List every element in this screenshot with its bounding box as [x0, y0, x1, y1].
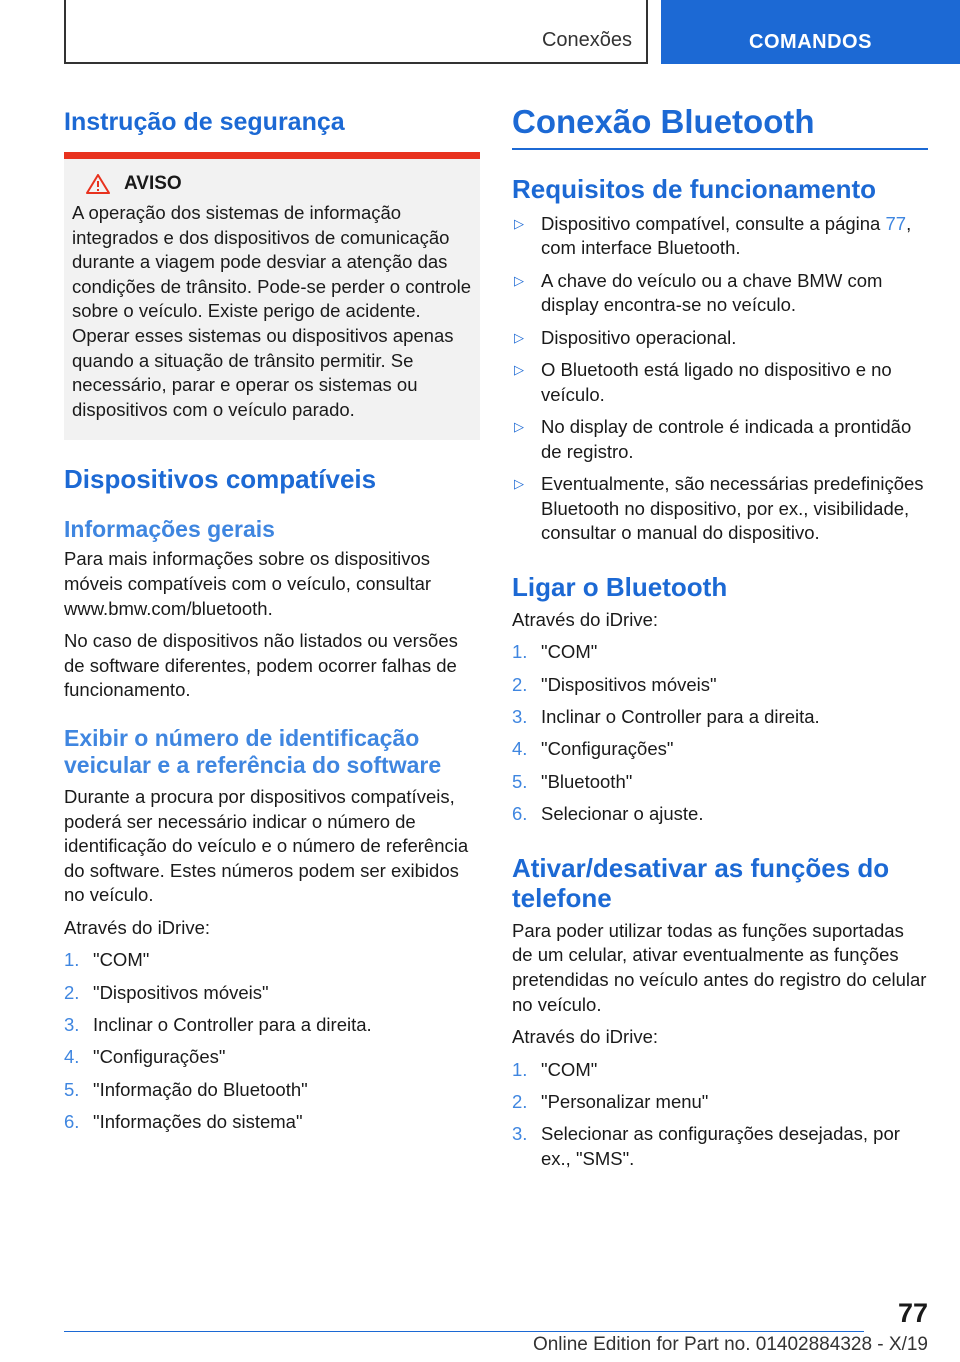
list-item: 2. "Personalizar menu" — [512, 1091, 709, 1112]
list-item: ▷ Dispositivo operacional. — [514, 326, 737, 348]
list-item: 4. "Configurações" — [512, 738, 674, 760]
requirements-heading: Requisitos de funcionamento — [512, 174, 877, 204]
list-item: 2. "Dispositivos móveis" — [64, 981, 269, 1003]
vin-paragraph-1: Durante a procura por dispositivos compatíveis, poderá ser necessário indicar o número de identificação do veículo e o número de referência do software. Estes números podem ser exibidos no veículo. — [64, 785, 469, 906]
warning-header — [72, 173, 472, 195]
bluetooth-on-heading: Ligar o Bluetooth — [512, 571, 728, 602]
list-item: 5. "Bluetooth" — [512, 770, 633, 792]
list-item: 5. "Informação do Bluetooth" — [64, 1078, 308, 1100]
list-item: 1. "COM" — [512, 641, 598, 663]
vin-paragraph-2: Através do iDrive: — [64, 916, 210, 938]
compat-heading: Dispositivos compatíveis — [64, 464, 377, 495]
footer-rule — [64, 1331, 864, 1332]
warning-box — [64, 159, 480, 440]
list-item: 2. "Dispositivos móveis" — [512, 673, 717, 695]
list-item: ▷ No display de controle é indicada a prontidão de registro. — [514, 416, 912, 462]
vin-steps — [64, 948, 480, 1135]
list-item: 6. "Informações do sistema" — [64, 1111, 303, 1133]
list-item: 1. "COM" — [64, 949, 150, 971]
general-paragraph-2: No caso de dispositivos não listados ou versões de software diferentes, podem ocorrer falhas de funcionamento. — [64, 630, 458, 701]
warning-triangle-icon — [86, 174, 110, 194]
list-item: 1. "COM" — [512, 1058, 598, 1080]
phone-functions-intro: Através do iDrive: — [512, 1026, 658, 1048]
list-item: 3. Inclinar o Controller para a direita. — [64, 1014, 372, 1036]
list-item: ▷ A chave do veículo ou a chave BMW com display encontra-se no veículo. — [514, 269, 883, 316]
header-section-box — [64, 0, 648, 64]
bluetooth-on-steps — [512, 640, 928, 827]
list-item: 3. Inclinar o Controller para a direita. — [512, 706, 820, 728]
phone-functions-heading: Ativar/desativar as funções do telefone — [512, 852, 890, 913]
warning-text: A operação dos sistemas de informação integrados e dos dispositivos de comunicação durante a viagem pode desviar a atenção das condições de trânsito. Pode-se perder o controle sobre o veículo. Existe perigo de acidente. Operar esses sistemas ou dispositivos apenas quando a situação de trânsito permitir. Se necessário, parar e operar os sistemas ou dispositivos com o veículo parado. — [72, 202, 472, 420]
phone-functions-paragraph: Para poder utilizar todas as funções suportadas de um celular, ativar eventualmente as funções pretendidas no veículo antes do registro do celular no veículo. — [512, 919, 927, 1015]
warning-label: AVISO — [124, 173, 182, 194]
header-tab[interactable] — [661, 0, 960, 64]
general-heading: Informações gerais — [64, 516, 275, 543]
vin-heading: Exibir o número de identificação veicular e a referência do software — [64, 724, 442, 778]
page-number: 77 — [897, 1298, 928, 1328]
list-item: 4. "Configurações" — [64, 1046, 226, 1068]
list-item: 3. Selecionar as configurações desejadas, por ex., "SMS". — [512, 1123, 900, 1169]
list-item: ▷ Dispositivo compatível, consulte a página 77, com interface Bluetooth. — [514, 212, 912, 259]
header-tab-label: COMANDOS — [749, 31, 872, 53]
header-section-label: Conexões — [541, 29, 632, 51]
page-link[interactable]: 77 — [885, 212, 907, 234]
requirements-list — [512, 212, 928, 546]
phone-functions-steps — [512, 1058, 928, 1172]
bluetooth-heading: Conexão Bluetooth — [512, 103, 815, 140]
right-column — [512, 100, 928, 1172]
list-item: 6. Selecionar o ajuste. — [512, 803, 704, 825]
general-paragraph-1: Para mais informações sobre os dispositivos móveis compatíveis com o veículo, consultar www.bmw.com/bluetooth. — [64, 548, 432, 619]
list-item: ▷ O Bluetooth está ligado no dispositivo e no veículo. — [514, 359, 892, 405]
warning-bar — [64, 152, 480, 159]
list-item: ▷ Eventualmente, são necessárias predefinições Bluetooth no dispositivo, por ex., visibilidade, consultar o manual do dispositivo. — [514, 473, 924, 544]
footer-edition: Online Edition for Part no. 01402884328 - X/19 — [532, 1334, 928, 1355]
heading-rule — [512, 148, 928, 150]
left-column — [64, 100, 480, 1135]
bluetooth-on-intro: Através do iDrive: — [512, 608, 658, 630]
safety-heading: Instrução de segurança — [64, 108, 345, 136]
